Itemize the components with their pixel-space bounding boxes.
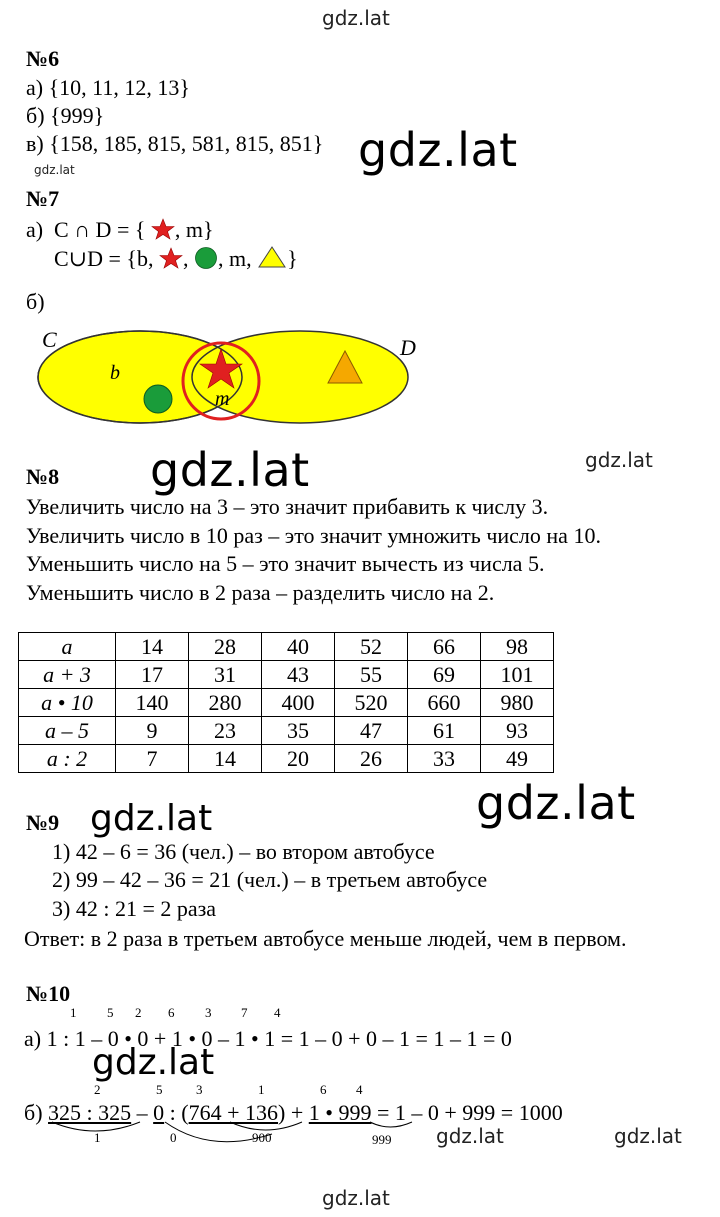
values-table	[18, 632, 554, 773]
venn-label-m: m	[215, 388, 230, 410]
table-cell: 520	[335, 689, 408, 717]
table-cell: 20	[262, 745, 335, 773]
green-circle-icon	[194, 246, 218, 270]
n10-b-sub-1: 1	[94, 1130, 101, 1145]
table-cell: 9	[116, 717, 189, 745]
table-cell: 61	[408, 717, 481, 745]
table-cell: 140	[116, 689, 189, 717]
n10-b-order-6: 4	[356, 1082, 363, 1097]
n10-a-order-2: 5	[107, 1005, 114, 1020]
table-row-header: a : 2	[19, 745, 116, 773]
b-colon: : (	[164, 1100, 189, 1125]
watermark-large-1: gdz.lat	[358, 123, 518, 177]
n7-union	[54, 244, 298, 273]
table-cell: 400	[262, 689, 335, 717]
union-comma: ,	[182, 246, 189, 271]
n10-a-order-5: 3	[205, 1005, 212, 1020]
table-cell: 31	[189, 661, 262, 689]
n10-b-order-1: 2	[94, 1082, 101, 1097]
b-product: 1 • 999	[308, 1100, 372, 1125]
watermark-large-5: gdz.lat	[92, 1042, 215, 1083]
n9-step-2: 2) 99 – 42 – 36 = 21 (чел.) – в третьем автобусе	[52, 867, 488, 892]
table-cell: 35	[262, 717, 335, 745]
table-cell: 28	[189, 633, 262, 661]
table-row-header: a	[19, 633, 116, 661]
heading-n6: №6	[26, 46, 60, 71]
n8-line-2: Увеличить число в 10 раз – это значит умножить число на 10.	[26, 523, 601, 548]
n6-line-a: а) {10, 11, 12, 13}	[26, 75, 190, 100]
table-cell: 7	[116, 745, 189, 773]
n8-line-4: Уменьшить число в 2 раза – разделить число на 2.	[26, 580, 495, 605]
b-result: = 1 – 0 + 999 = 1000	[371, 1100, 563, 1125]
heading-n9: №9	[26, 810, 60, 835]
table-row	[19, 745, 554, 773]
n10-b-order-3: 3	[196, 1082, 203, 1097]
venn-label-b: b	[110, 362, 120, 384]
watermark-large-4: gdz.lat	[90, 798, 213, 839]
b-minus: –	[131, 1100, 154, 1125]
table-cell: 52	[335, 633, 408, 661]
table-cell: 43	[262, 661, 335, 689]
n6-line-b: б) {999}	[26, 103, 105, 128]
red-star-icon	[151, 218, 175, 240]
watermark-bottom: gdz.lat	[322, 1186, 390, 1210]
n7-intersection	[54, 215, 214, 244]
n10-a-order-7: 4	[274, 1005, 281, 1020]
table-cell: 17	[116, 661, 189, 689]
n7-label-b: б)	[26, 289, 45, 314]
intersection-right-text: , m}	[174, 217, 214, 242]
table-row	[19, 633, 554, 661]
table-cell: 280	[189, 689, 262, 717]
table-cell: 980	[481, 689, 554, 717]
table-cell: 14	[189, 745, 262, 773]
watermark-large-3: gdz.lat	[472, 776, 640, 830]
watermark-small-1: gdz.lat	[34, 163, 75, 177]
table-cell: 14	[116, 633, 189, 661]
b-zero: 0	[153, 1100, 165, 1125]
table-row-header: a • 10	[19, 689, 116, 717]
watermark-large-2: gdz.lat	[150, 443, 310, 497]
n10-b-sub-2: 0	[170, 1130, 177, 1145]
union-right-text: }	[287, 246, 298, 271]
table-cell: 33	[408, 745, 481, 773]
table-cell: 40	[262, 633, 335, 661]
heading-n7: №7	[26, 186, 60, 211]
b-sum: 764 + 136	[188, 1100, 279, 1125]
table-cell: 23	[189, 717, 262, 745]
table-cell: 98	[481, 633, 554, 661]
n10-a-order-4: 6	[168, 1005, 175, 1020]
table-cell: 49	[481, 745, 554, 773]
union-left-text: C∪D = {b,	[54, 246, 154, 271]
venn-label-c: C	[42, 327, 57, 352]
table-row	[19, 661, 554, 689]
watermark-small-6: gdz.lat	[436, 1124, 504, 1148]
n8-line-3: Уменьшить число на 5 – это значит вычесть из числа 5.	[26, 551, 545, 576]
union-mid-text: , m,	[217, 246, 252, 271]
n10-b-order-4: 1	[258, 1082, 265, 1097]
table-cell: 55	[335, 661, 408, 689]
watermark-small-7: gdz.lat	[614, 1124, 682, 1148]
red-star-icon	[159, 247, 183, 269]
n10-b-sub-3: 900	[252, 1130, 272, 1145]
table-cell: 26	[335, 745, 408, 773]
n7-label-a: а)	[26, 217, 44, 242]
table-cell: 660	[408, 689, 481, 717]
table-row-header: a – 5	[19, 717, 116, 745]
venn-green-circle-icon	[144, 385, 172, 413]
n10-b-order-2: 5	[156, 1082, 163, 1097]
b-prefix: б)	[24, 1100, 49, 1125]
table-row	[19, 689, 554, 717]
b-part-div: 325 : 325	[48, 1100, 132, 1125]
n10-a-order-3: 2	[135, 1005, 142, 1020]
table-cell: 93	[481, 717, 554, 745]
yellow-triangle-icon	[257, 245, 287, 269]
heading-n10: №10	[26, 981, 71, 1006]
n6-line-v: в) {158, 185, 815, 581, 815, 851}	[26, 131, 324, 156]
table-cell: 47	[335, 717, 408, 745]
n10-a-order-1: 1	[70, 1005, 77, 1020]
n9-step-1: 1) 42 – 6 = 36 (чел.) – во втором автобусе	[52, 839, 435, 864]
intersection-left-text: C ∩ D = {	[54, 217, 146, 242]
n10-b-sub-4: 999	[372, 1132, 392, 1147]
table-row	[19, 717, 554, 745]
table-cell: 66	[408, 633, 481, 661]
n9-step-3: 3) 42 : 21 = 2 раза	[52, 896, 217, 921]
venn-diagram	[30, 325, 430, 435]
n10-a-order-6: 7	[241, 1005, 248, 1020]
n9-answer: Ответ: в 2 раза в третьем автобусе меньше людей, чем в первом.	[24, 926, 627, 951]
table-cell: 69	[408, 661, 481, 689]
table-cell: 101	[481, 661, 554, 689]
n10-b-order-5: 6	[320, 1082, 327, 1097]
b-plus: ) +	[278, 1100, 309, 1125]
venn-label-d: D	[400, 335, 416, 360]
watermark-small-2: gdz.lat	[585, 448, 653, 472]
watermark-top: gdz.lat	[322, 6, 390, 30]
n10-a-expression: а) 1 : 1 – 0 • 0 + 1 • 0 – 1 • 1 = 1 – 0 + 0 – 1 = 1 – 1 = 0	[24, 1026, 512, 1051]
heading-n8: №8	[26, 464, 60, 489]
n8-line-1: Увеличить число на 3 – это значит прибавить к числу 3.	[26, 494, 549, 519]
table-row-header: a + 3	[19, 661, 116, 689]
